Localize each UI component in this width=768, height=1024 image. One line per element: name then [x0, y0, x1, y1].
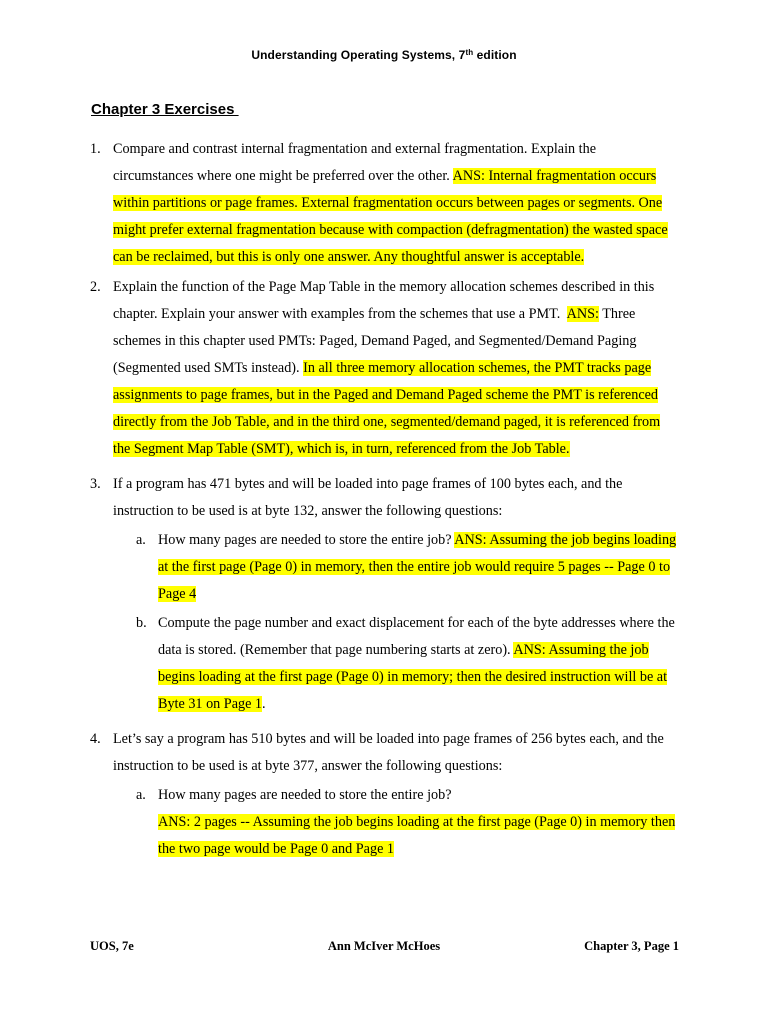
sub-question-4a — [0, 782, 680, 863]
exercise-question: Let’s say a program has 510 bytes and will be loaded into page frames of 256 bytes each, and the instruction to be used is at byte 377, answer the following questions: — [113, 731, 664, 774]
sub-question-3b — [0, 610, 680, 718]
exercise-question: Explain the function of the Page Map Table in the memory allocation schemes described in this chapter. Explain your answer with examples from the schemes that use a PMT. — [113, 279, 655, 322]
sub-question-3a — [0, 527, 680, 608]
sub-question-answer: ANS: 2 pages -- Assuming the job begins loading at the first page (Page 0) in memory then the two page would be Page 0 and Page 1 — [158, 814, 676, 857]
sub-question-answer: ANS: Assuming the job begins loading at the first page (Page 0) in memory, then the entire job would require 5 pages -- Page 0 to Page 4 — [158, 532, 677, 602]
spacer — [0, 463, 768, 471]
sub-question-tail: . — [262, 696, 266, 712]
sub-question-letter: a. — [136, 787, 146, 803]
exercise-number: 4. — [90, 731, 101, 747]
exercise-question: If a program has 471 bytes and will be loaded into page frames of 100 bytes each, and the instruction to be used is at byte 132, answer the following questions: — [113, 476, 623, 519]
sub-question-letter: a. — [136, 532, 146, 548]
exercise-number: 2. — [90, 279, 101, 295]
exercise-answer: ANS: Internal fragmentation occurs within partitions or page frames. External fragmentation occurs between pages or segments. One might prefer external fragmentation because with compaction (defragmentation) the wasted space can be reclaimed, but this is only one answer. Any thoughtful answer is acceptable. — [113, 168, 668, 265]
exercise-item-3 — [0, 471, 668, 525]
sub-question-answer: ANS: Assuming the job begins loading at the first page (Page 0) in memory; then the desired instruction will be at Byte 31 on Page 1 — [158, 642, 668, 712]
answer-label: ANS: — [566, 306, 599, 322]
sub-question-text: How many pages are needed to store the entire job? — [158, 532, 452, 548]
footer-left: UOS, 7e — [90, 939, 134, 953]
exercise-question: Compare and contrast internal fragmentation and external fragmentation. Explain the circumstances where one might be preferred over the other. — [113, 141, 596, 184]
footer-author: Ann McIver McHoes — [327, 939, 441, 953]
sub-question-text: How many pages are needed to store the entire job? — [158, 787, 452, 803]
document-header — [0, 48, 768, 62]
exercise-number: 1. — [90, 141, 101, 157]
exercise-item-1 — [0, 136, 668, 271]
exercise-number: 3. — [90, 476, 101, 492]
header-title: Understanding Operating Systems, 7 — [251, 48, 466, 62]
footer-page-number: Chapter 3, Page 1 — [584, 939, 679, 953]
exercise-item-2 — [0, 274, 668, 463]
exercise-answer-plain: Three schemes in this chapter used PMTs: Paged, Demand Paged, and Segmented/Demand Paging (Segmented used SMTs instead). — [113, 306, 637, 376]
exercise-item-4 — [0, 726, 668, 780]
sub-question-letter: b. — [136, 615, 147, 631]
chapter-title: Chapter 3 Exercises — [91, 101, 239, 118]
sub-question-text: Compute the page number and exact displacement for each of the byte addresses where the data is stored. (Remember that page numbering starts at zero). — [158, 615, 675, 658]
exercise-answer: In all three memory allocation schemes, the PMT tracks page assignments to page frames, but in the Paged and Demand Paged scheme the PMT is referenced directly from the Job Table, and in the third one, segmented/demand paged, it is referenced from the Segment Map Table (SMT), which is, in turn, referenced from the Job Table. — [113, 360, 661, 457]
exercise-list — [0, 136, 768, 863]
header-title-tail: edition — [473, 48, 517, 62]
header-title-superscript: th — [465, 48, 474, 57]
spacer — [0, 718, 768, 726]
